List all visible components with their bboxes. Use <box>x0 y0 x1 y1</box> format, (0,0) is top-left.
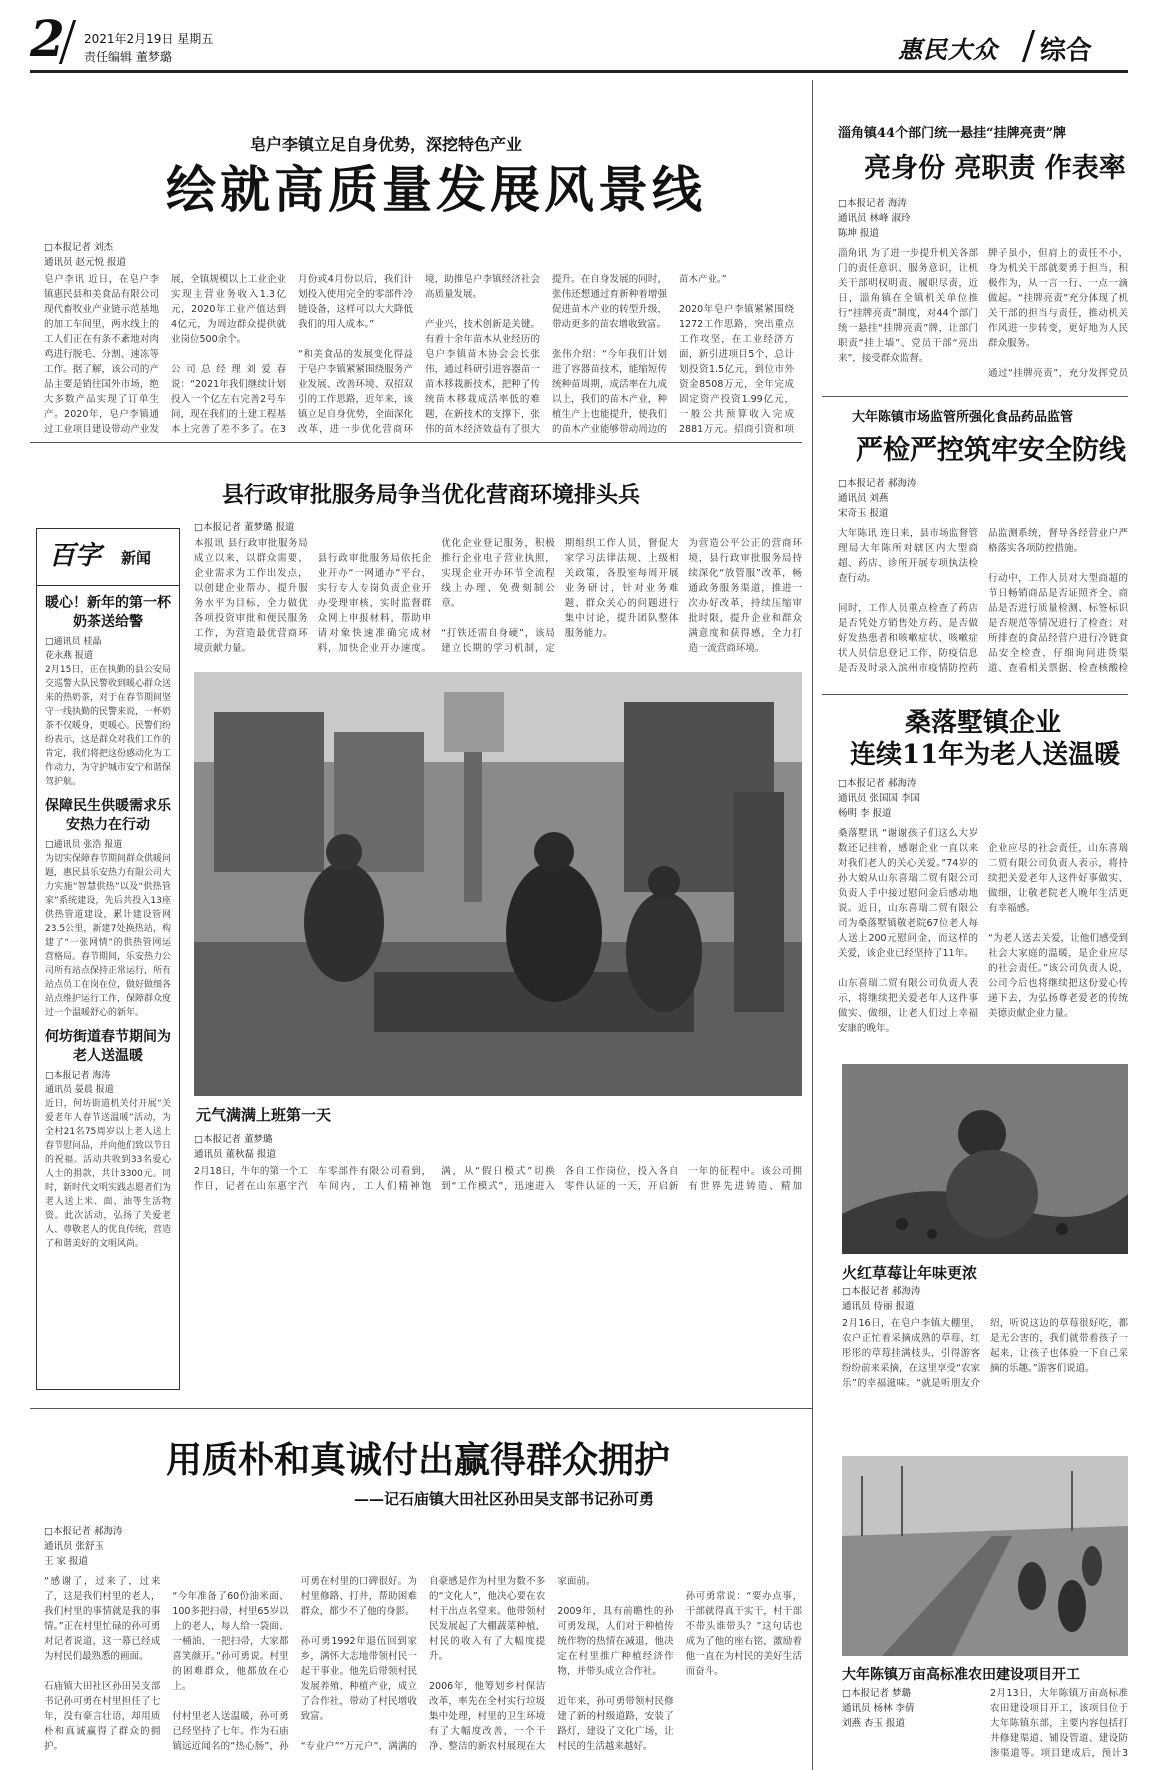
middle-section-rule <box>30 1408 812 1409</box>
factory-photo-illustration <box>194 672 802 1096</box>
side-top-kicker: 淄角镇44个部门统一悬挂“挂牌亮责”牌 <box>838 126 1067 141</box>
profile-headline: 用质朴和真诚付出赢得群众拥护 <box>166 1439 671 1481</box>
logo-slash <box>1022 30 1035 62</box>
lead-body: 皂户李讯 近日，在皂户李镇惠民县和美食品有限公司现代畜牧业产业链示范基地的加工车间里，两水线上的工人们正在有条不紊地对肉鸡进行脱毛、分割、速冻等工作。据了解，该公司的产品主要是销往国外市场，绝大多数产品实现了订单生产。2020年，皂户李镇通过工业项目建设带动产业发展，全镇规模以上工业企业实现主营业务收入1.3亿元，2020年工业产值达到4亿元，为周边群众提供就业岗位500余个。 公司总经理刘爱春说：“2021年我们继续计划投入一个亿左右完善2号车间，现在我们的土建工程基本上完善了差不多了。在3月份或4月份以后，我们计划投入使用完全的零部件冷链设备，这样可以大大降低我们的用人成本。” “和美食品的发展变化得益于皂户李镇紧紧围绕服务产业发展、改善环境、双招双引的工作思路，近年来，该镇立足自身优势，全面深化改革，进一步优化营商环境，助推皂户李镇经济社会高质量发展。 产业兴，技术创新是关键。有着十余年苗木从业经历的皂户李镇苗木协会会长张伟，通过科研引进容器苗一苗木移栽新技术，把种了传统苗木移栽成活率低的难题，在新技术的支撑下，张伟的苗木经济效益有了很大提升。在自身发展的同时，张伟还想通过育新种着增强促进苗木产业的转型升级，带动更多的苗农增收致富。 张伟介绍：“今年我们计划进了容器苗技术，能缩短传统种苗周期，成活率在九成以上，我们的苗木产业，种植生产上也能提升，使我们的苗木产业能够带动周边的苗木产业。” 2020年皂户李镇紧紧围绕1272工作思路，突出重点工作攻坚，在工业经济方面，新引进项目5个，总计划投资1.5亿元，到位市外资金8508万元，全年完成固定资产投资1.99亿元，一般公共预算收入完成2881万元。招商引资和项 <box>44 274 794 435</box>
side-top-headline: 亮身份 亮职责 作表率 <box>864 153 1126 184</box>
side-top-byline: □本报记者 海涛 通讯员 林峰 淑玲 陈坤 报道 <box>838 198 911 239</box>
page-number: 2 <box>30 9 65 68</box>
lead-byline: □本报记者 刘杰 通讯员 赵元悦 报道 <box>44 242 127 268</box>
sangluo-byline: □本报记者 郝海涛 通讯员 张国国 李国 杨明 李 报道 <box>838 778 921 819</box>
brief-item <box>45 1028 171 1251</box>
brief-item-body: 近日，何坊街道机关付开展“关爱老年人春节送温暖”活动，为全村21名75周岁以上老人送上春节慰问品，并向他们致以节日的祝福。活动共收到33名爱心人士的捐款，共计3300元。同时，新时代文明实践志愿者们为老人送上米、面、油等生活物资。此次活动，弘扬了关爱老人、尊敬老人的优良传统，营造了和谐美好的文明风尚。 <box>45 1099 172 1249</box>
side-mid-kicker: 大年陈镇市场监管所强化食品药品监管 <box>852 410 1074 425</box>
factory-photo <box>194 672 802 1096</box>
side-mid-headline: 严检严控筑牢安全防线 <box>856 435 1126 466</box>
admin-byline: □本报记者 董梦璐 报道 <box>194 522 295 533</box>
brief-item-byline: □本报记者 海涛 通讯员 晏晨 报道 <box>45 1071 114 1095</box>
brief-item-body: 2月15日，正在执勤的县公安局交巡警大队民警收到暖心群众送来的热奶茶，对于在春节期间坚守一线执勤的民警来说，一杯奶茶不仅暖身，更暖心。民警们纷纷表示，这是群众对我们工作的肯定，我们将把这份感动化为工作动力，为守护城市安宁和谐保驾护航。 <box>45 665 172 787</box>
lead-kicker: 皂户李镇立足自身优势，深挖特色产业 <box>250 135 523 154</box>
paper-logo: 惠民大众 <box>898 35 998 64</box>
brief-header-deco: 百字 <box>49 541 102 571</box>
farmland-photo <box>842 1456 1128 1656</box>
brief-item-title: 保障民生供暖需求乐安热力在行动 <box>45 798 171 833</box>
brief-item-body: 为切实保障春节期间群众供暖问题，惠民县乐安热力有限公司大力实施“智慧供热”以及“供热管家”系统建设，先后共投入13座供热管道建设，累计建设管网23.5公里，新建7处换热站，构建了“一张网情”的供热管网运营格局。春节期间，乐安热力公司所有站点保持正常运行，所有站点员工在岗在位，做好做细各站点维护运行工作，保障群众度过一个温暖舒心的新年。 <box>45 854 172 1018</box>
profile-body: “感谢了，过来了，过来了，这是我们村里的老人，我们村里的事情就是我的事情。”正在村里忙碌的孙可勇对记者说道，这一幕已经成为村民们最熟悉的画面。 石庙镇大田社区孙田吴支部书记孙可勇在村里担任了七年，没有豪言壮语，却用质朴和真诚赢得了群众的拥护。 “今年准备了60份油米面、100多把扫帚，村里65岁以上的老人，每人给一袋面、一桶油、一把扫帚，大家都喜笑颜开。”孙可勇说。村里的困难群众，他都放在心上。 付村里老人送温暖，孙可勇已经坚持了七年。作为石庙镇远近闻名的“热心肠”，孙可勇在村里的口碑很好。为村里修路、打井，帮助困难群众，都少不了他的身影。 孙可勇1992年退伍回到家乡，满怀大志地带领村民一起干事业。他先后带领村民发展养殖、种植产业，成立了合作社，带动了村民增收致富。 “专业户”“万元户”，满满的自豪感是作为村里为数不多的“文化人”，他决心要在农村干出点名堂来。他带领村民发展起了大棚蔬菜种植，村民的收入有了大幅度提升。 2006年，他筹划乡村保洁改革，率先在全村实行垃圾集中处理，村里的卫生环境有了大幅度改善，一个干净、整洁的新农村展现在大家面前。 2009年，具有前瞻性的孙可勇发现，人们对于种植传统作物的热情在减退，他决定在村里推广种植经济作物，并带头成立合作社。 近年来，孙可勇带领村民修建了新的村级道路，安装了路灯，建设了文化广场，让村民的生活越来越好。 孙可勇常说：“要办点事，干部就得真干实干，村干部不带头谁带头？”这句话也成为了他的座右铭，激励着他一直在为村民的美好生活而奋斗。 <box>44 1576 802 1752</box>
lead-bottom-rule <box>30 442 802 443</box>
farmland-photo-illustration <box>842 1456 1128 1656</box>
profile-subtitle: ——记石庙镇大田社区孙田吴支部书记孙可勇 <box>354 1490 655 1508</box>
strawberry-body: 2月16日，在皂户李镇大棚里，农户正忙着采摘成熟的草莓，红彤彤的草莓挂满枝头，引得游客纷纷前来采摘，在这里享受“农家乐”的幸福滋味。“就是听朋友介绍，听说这边的草莓很好吃，都是无公害的，我们就带着孩子一起来，让孩子也体验一下自己采摘的乐趣。”游客们说道。 <box>842 1318 1128 1389</box>
admin-headline: 县行政审批服务局争当优化营商环境排头兵 <box>222 482 641 508</box>
column-divider-right <box>812 80 813 1770</box>
factory-photo-caption: 元气满满上班第一天 <box>196 1106 332 1124</box>
side-top-body: 淄角讯 为了进一步提升机关各部门的责任意识、服务意识，让机关干部明权明责、履职尽责，近日，淄角镇在全镇机关单位推行“挂牌亮责”制度，对44个部门统一悬挂“挂牌亮责”牌，让部门职责“挂上墙”、党员干部“亮出来”，接受群众监督。 牌子虽小，但肩上的责任不小，身为机关干部就要勇于担当，积极作为，从一言一行、一点一滴做起。“挂牌亮责”充分体现了机关干部的担当与责任，推动机关作风进一步转变，更好地为人民群众服务。 通过“挂牌亮责”，充分发挥党员 <box>838 248 1128 379</box>
side-top-bottom-rule <box>822 396 1128 397</box>
strawberry-byline: □本报记者 郝海涛 通讯员 侍丽 报道 <box>842 1286 921 1312</box>
sangluo-headline-1: 桑落墅镇企业 <box>905 708 1062 738</box>
masthead-rule <box>30 70 1128 73</box>
farmland-body: 2月13日，大年陈镇万亩高标准农田建设项目开工，该项目位于大年陈镇东部，主要内容包括打井修建渠道、铺设管道、建设防渗渠道等。项目建成后，预计3 <box>990 1688 1128 1759</box>
admin-body: 本报讯 县行政审批服务局成立以来，以群众需要、企业需求为工作出发点，以创建企业帮办、提升服务水平为目标，全力做优各项投资审批和便民服务工作，为营造最优营商环境贡献力量。 县行政审批服务局依托企业开办“一网通办”平台，实行专人专岗负责企业开办受理审核，实时监督群众网上申报材料，帮助申请对象快速准确完成材料，加快企业开办速度。优化企业登记服务，积极推行企业电子营业执照，实现企业开办环节全流程线上办理、免费刻制公章。 “打铁还需自身硬”，该局建立长期的学习机制，定期组织工作人员，督促大家学习法律法规、上级相关政策，各股室每周开展业务研讨，针对业务难题、群众关心的问题进行集中讨论，提升团队整体服务能力。 为营造公平公正的营商环境，县行政审批服务局持续深化“放管服”改革，畅通政务服务渠道，推进一次办好改革，持续压缩审批时限，提升企业和群众满意度和获得感，全力打造一流营商环境。 <box>194 538 802 654</box>
brief-news-header <box>37 529 179 586</box>
brief-item-title: 暖心！新年的第一杯奶茶送给警 <box>45 595 171 630</box>
strawberry-photo <box>842 1064 1128 1254</box>
brief-list <box>37 594 179 1251</box>
brief-news-box <box>36 528 180 1390</box>
sangluo-headline-2: 连续11年为老人送温暖 <box>850 740 1121 770</box>
brief-item <box>45 797 171 1020</box>
strawberry-caption: 火红草莓让年味更浓 <box>842 1264 978 1282</box>
brief-item-byline: □通讯员 张浩 报道 <box>45 840 123 850</box>
brief-item <box>45 594 171 789</box>
side-mid-bottom-rule <box>822 694 1128 695</box>
brief-item-byline: □通讯员 桂晶 花永燕 报道 <box>45 637 102 661</box>
sangluo-body: 桑落墅讯 “谢谢孩子们这么大岁数还记挂着，感谢企业一直以来对我们老人的关心关爱。”74岁的孙大娘从山东喜瑞二贸有限公司负责人手中接过慰问金后感动地说。近日，山东喜瑞二贸有限公司为桑落墅镇敬老院67位老人每人送上200元慰问金，而这样的关爱，该企业已经坚持了11年。 山东喜瑞二贸有限公司负责人表示，将继续把关爱老年人这件事做实、做细，让老人们过上幸福安康的晚年。 企业应尽的社会责任，山东喜瑞二贸有限公司负责人表示，将持续把关爱老年人这件好事做实、做细，让敬老院老人晚年生活更有幸福感。 “为老人送去关爱，让他们感受到社会大家庭的温暖，是企业应尽的社会责任。”该公司负责人说，公司今后也将继续把这份爱心传递下去，为弘扬尊老爱老的传统美德贡献企业力量。 <box>838 828 1128 1034</box>
factory-photo-byline: □本报记者 董梦璐 通讯员 董秋磊 报道 <box>194 1134 277 1160</box>
brief-item-title: 何坊街道春节期间为老人送温暖 <box>45 1029 171 1064</box>
side-mid-byline: □本报记者 郝海涛 通讯员 刘燕 宋奇玉 报道 <box>838 478 917 519</box>
brief-header-title: 新闻 <box>121 549 152 567</box>
strawberry-photo-illustration <box>842 1064 1128 1254</box>
section-name: 综合 <box>1040 36 1093 66</box>
lead-headline: 绘就高质量发展风景线 <box>166 160 706 219</box>
issue-date: 2021年2月19日 星期五 <box>84 32 214 46</box>
farmland-caption: 大年陈镇万亩高标准农田建设项目开工 <box>842 1667 1080 1683</box>
farmland-byline: □本报记者 梦璐 通讯员 杨林 李倩 刘燕 杏玉 报道 <box>842 1688 915 1729</box>
profile-byline: □本报记者 郝海涛 通讯员 张舒玉 王 家 报道 <box>44 1526 123 1567</box>
side-mid-body: 大年陈讯 连日来，县市场监督管理局大年陈所对辖区内大型商超、药店、诊所开展专项执法检查行动。 同时，工作人员重点检查了药店是否凭处方销售处方药、是否做好发热患者和咳嗽症状、咳嗽症状人员信息登记工作，防疫信息是否及时录入滨州市疫情防控药品监测系统，督导各经营业户严格落实各项防控措施。 行动中，工作人员对大型商超的节日畅销商品是否证照齐全、商品是否进行质量检测、标签标识是否规范等情况进行了检查；对所排查的食品经营户进行冷链食品安全检查，仔细询问进货渠道、查看相关票据、检查核酸检 <box>838 528 1128 674</box>
editor-line: 责任编辑 董梦璐 <box>84 50 172 64</box>
factory-photo-body: 2月18日，牛年的第一个工作日，记者在山东惠宇汽车零部件有限公司看到，车间内，工人们精神饱满，从“假日模式”切换到“工作模式”，迅速进入各自工作岗位，投入各自零件认证的一天，开启新一年的征程中。该公司拥有世界先进铸造、精加 <box>194 1166 802 1192</box>
